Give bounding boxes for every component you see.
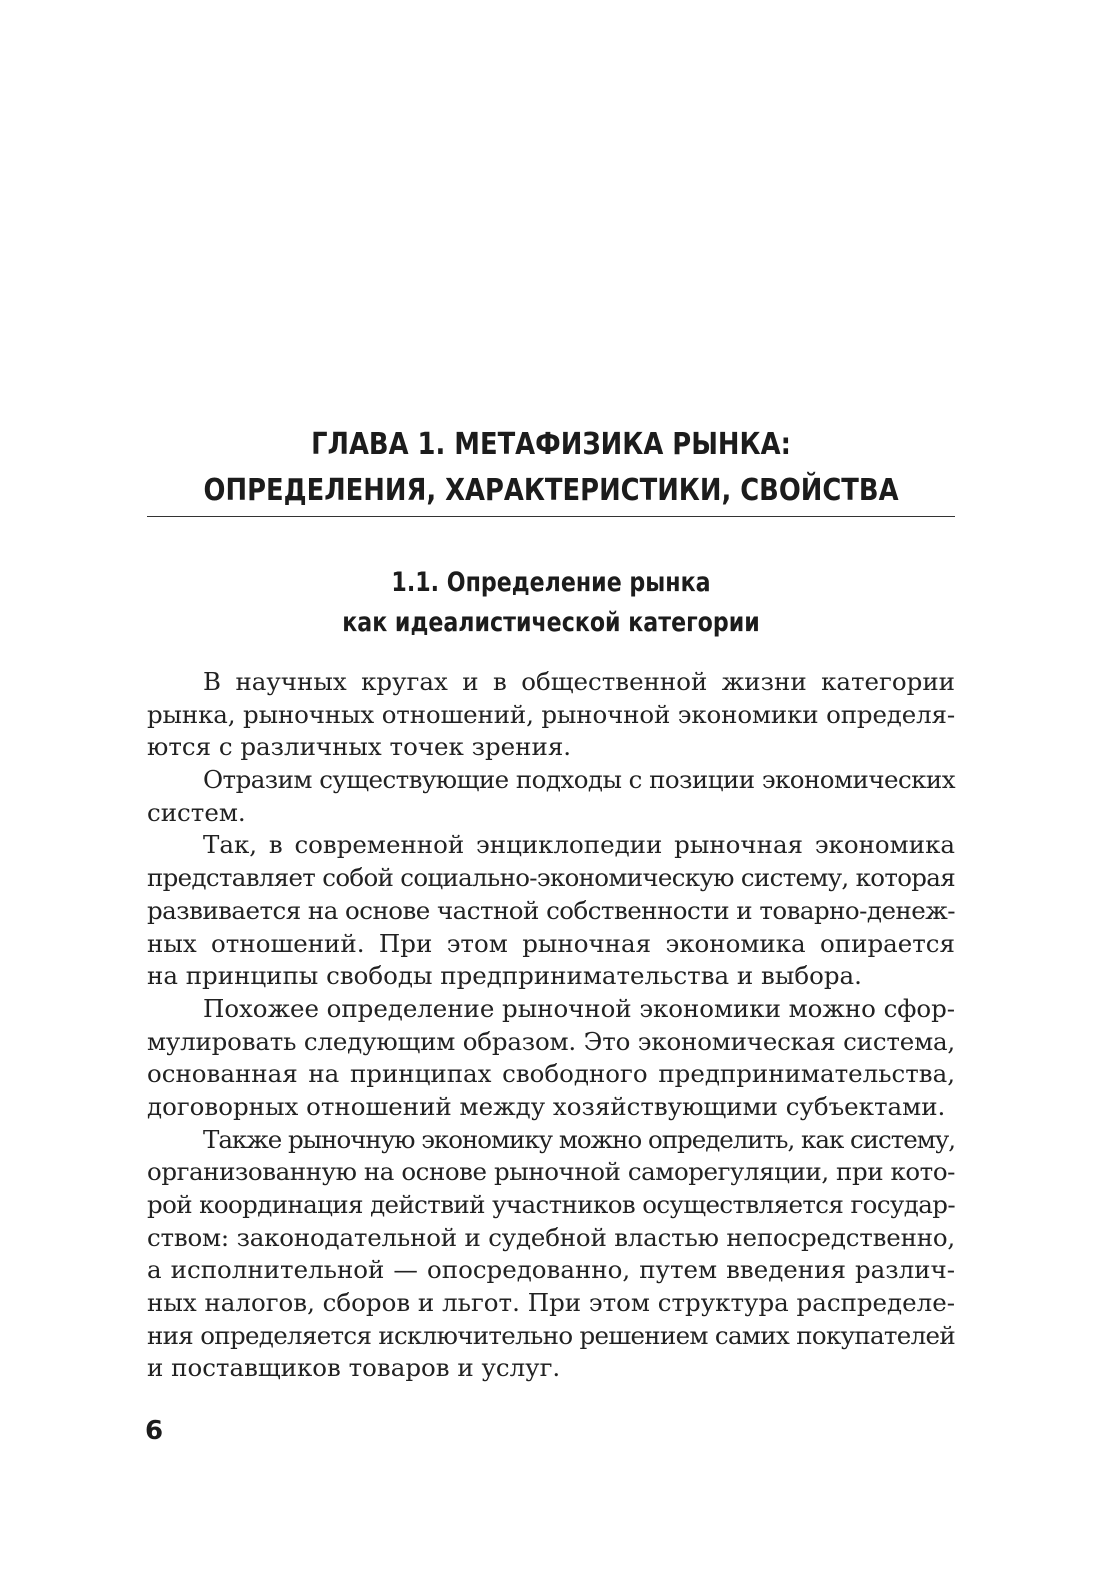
chapter-divider: [147, 516, 955, 517]
chapter-title-line-2: ОПРЕДЕЛЕНИЯ, ХАРАКТЕРИСТИКИ, СВОЙСТВА: [203, 473, 899, 508]
chapter-title-line-1: ГЛАВА 1. МЕТАФИЗИКА РЫНКА:: [311, 427, 791, 462]
paragraph-2-line-2: систем.: [147, 797, 246, 827]
paragraph-3-line-3: развивается на основе частной собственности и товарно-денеж-: [147, 895, 955, 925]
paragraph-5-line-5: а исполнительной — опосредованно, путем введения различ-: [147, 1255, 955, 1285]
paragraph-4-line-4: договорных отношений между хозяйствующими субъектами.: [147, 1091, 946, 1121]
paragraph-1-line-3: ются с различных точек зрения.: [147, 732, 572, 762]
paragraph-5-line-3: рой координация действий участников осуществляется государ-: [147, 1190, 955, 1219]
chapter-title: [204, 422, 899, 514]
paragraph-2-line-1: Отразим существующие подходы с позиции экономических: [203, 765, 955, 795]
paragraph-5-line-7: ния определяется исключительно решением самих покупателей: [147, 1320, 955, 1350]
paragraph-3-line-2: представляет собой социально-экономическую систему, которая: [147, 863, 955, 893]
body-text: [147, 666, 955, 1385]
section-title: [220, 563, 883, 643]
paragraph-3-line-1: Так, в современной энциклопедии рыночная экономика: [203, 830, 955, 860]
page-number: 6: [145, 1416, 164, 1446]
paragraph-4-line-2: мулировать следующим образом. Это экономическая система,: [147, 1026, 955, 1056]
paragraph-5-line-1: Также рыночную экономику можно определить, как систему,: [203, 1124, 955, 1154]
paragraph-5-line-2: организованную на основе рыночной саморегуляции, при кото-: [147, 1157, 955, 1187]
paragraph-5-line-8: и поставщиков товаров и услуг.: [147, 1353, 561, 1383]
paragraph-4-line-3: основанная на принципах свободного предпринимательства,: [147, 1059, 955, 1089]
paragraph-5-line-4: ством: законодательной и судебной властью непосредственно,: [147, 1222, 956, 1252]
section-title-line-1: 1.1. Определение рынка: [391, 567, 711, 598]
paragraph-1-line-2: рынка, рыночных отношений, рыночной экономики определя-: [147, 699, 955, 729]
paragraph-4-line-1: Похожее определение рыночной экономики можно сфор-: [203, 993, 955, 1023]
paragraph-5-line-6: ных налогов, сборов и льгот. При этом структура распределе-: [147, 1288, 955, 1318]
paragraph-3-line-5: на принципы свободы предпринимательства и выбора.: [147, 961, 862, 991]
paragraph-3-line-4: ных отношений. При этом рыночная экономика опирается: [147, 928, 955, 958]
section-title-line-2: как идеалистической категории: [342, 607, 760, 638]
paragraph-1-line-1: В научных кругах и в общественной жизни категории: [203, 667, 955, 696]
